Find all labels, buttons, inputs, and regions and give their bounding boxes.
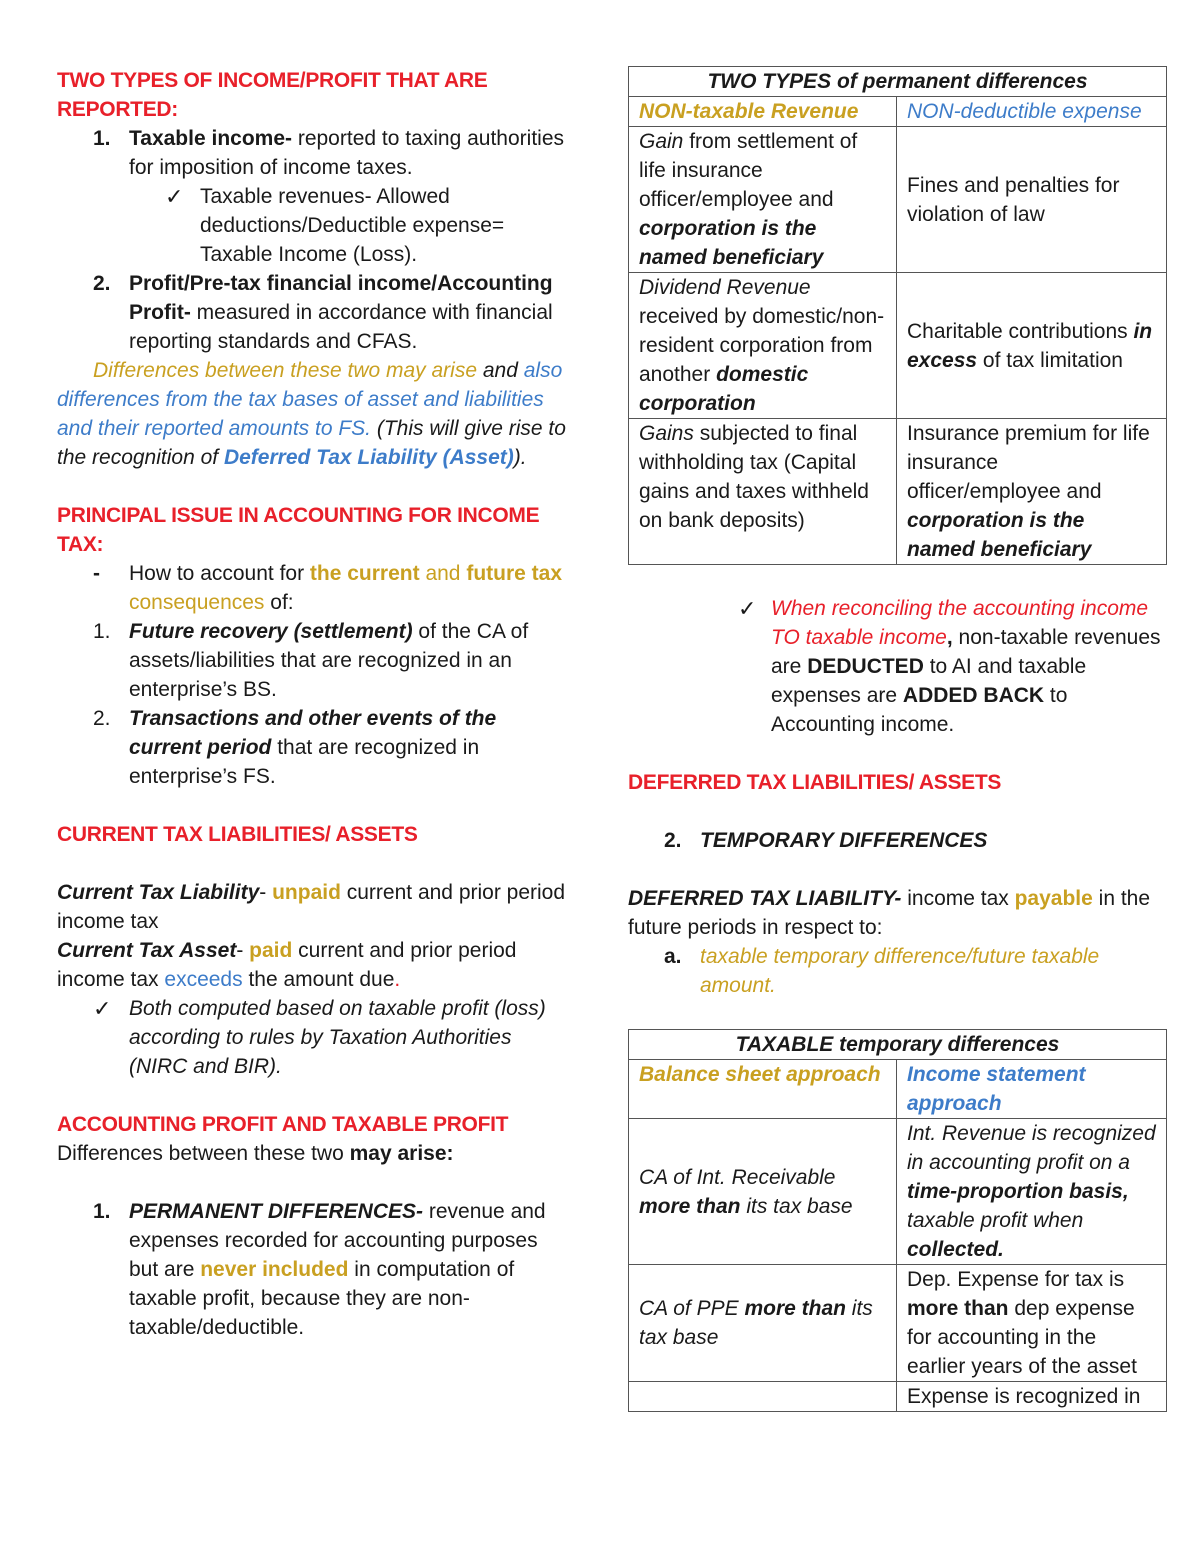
term-current-tax-liability: Current Tax Liability (57, 881, 260, 904)
text: from settlement of life insurance officer/employee and (639, 130, 858, 211)
text: CA of Int. Receivable (639, 1165, 836, 1189)
table-cell (629, 1119, 897, 1265)
text: DEDUCTED (807, 655, 924, 678)
text: Dividend Revenue (639, 276, 811, 299)
text: may arise: (349, 1142, 454, 1165)
checkmark-icon: ✓ (165, 184, 184, 209)
highlight-text: never included (200, 1258, 349, 1281)
text: of the CA of assets/liabilities that are recognized in an enterprise’s BS. (129, 620, 529, 701)
text: more than (639, 1194, 741, 1218)
deferred-tax-liability-def (628, 884, 1168, 942)
column-header-non-taxable: NON-taxable Revenue (629, 97, 897, 127)
text: of: (264, 591, 294, 614)
text: to Accounting income. (771, 684, 1068, 736)
text: Charitable contributions (907, 319, 1134, 343)
heading-line: TWO TYPES OF INCOME/PROFIT THAT ARE (57, 69, 488, 92)
highlight-text: paid (249, 939, 293, 962)
dash-bullet: - (93, 562, 100, 585)
text: subjected to final withholding tax (Capital gains and taxes withheld on bank deposits) (639, 422, 869, 532)
text: the amount due (242, 968, 395, 991)
text: its tax base (740, 1194, 853, 1218)
list-letter: a. (664, 945, 682, 968)
highlight-text: the current (309, 562, 420, 585)
right-column (628, 66, 1168, 1412)
text: more than (744, 1297, 846, 1320)
permanent-differences-table (628, 66, 1167, 565)
list-item-future-recovery (57, 617, 567, 704)
heading-line: REPORTED: (57, 98, 178, 121)
table-row (629, 1119, 1167, 1265)
text: collected. (907, 1238, 1004, 1261)
text: corporation is the named beneficiary (639, 217, 824, 269)
differences-paragraph (57, 356, 567, 472)
text: Gain (639, 130, 684, 153)
list-item-permanent-differences (57, 1197, 567, 1342)
text: current and prior period income tax (57, 881, 566, 933)
text: , (946, 626, 953, 649)
term-permanent-differences: PERMANENT DIFFERENCES- (129, 1200, 424, 1223)
left-column (57, 66, 567, 1342)
text: Int. Revenue is recognized in accounting profit on a (907, 1122, 1156, 1174)
highlight-text: and (419, 562, 467, 585)
table-cell (629, 419, 897, 565)
list-number: 1. (93, 620, 111, 643)
column-header-balance-sheet: Balance sheet approach (629, 1060, 897, 1119)
checkmark-icon: ✓ (93, 996, 112, 1021)
column-header-income-statement: Income statement approach (897, 1060, 1167, 1119)
list-number: 2. (93, 272, 111, 295)
check-item-both-computed (57, 994, 567, 1081)
text: ). (513, 446, 527, 469)
term-transactions: Transactions and other events of the current period (129, 707, 497, 759)
definition-text: reported to taxing authorities for imposition of income taxes. (129, 127, 564, 179)
text: income tax (901, 887, 1015, 910)
highlight-text: consequences (129, 591, 265, 614)
table-row (629, 419, 1167, 565)
table-row (629, 1265, 1167, 1382)
term-accounting-profit: Profit/Pre-tax financial income/Accounting Profit- (129, 272, 553, 324)
list-item-taxable-income (57, 124, 567, 182)
term-deferred-tax-liability: DEFERRED TAX LIABILITY- (628, 887, 902, 910)
heading-two-types-income (57, 66, 567, 124)
table-cell (897, 273, 1167, 419)
table-cell (629, 1382, 897, 1412)
text: more than (907, 1297, 1009, 1320)
table-row (629, 273, 1167, 419)
text: in computation of taxable profit, because they are non-taxable/deductible. (129, 1258, 515, 1339)
heading-accounting-taxable-profit: ACCOUNTING PROFIT AND TAXABLE PROFIT (57, 1113, 509, 1136)
list-number: 2. (664, 829, 682, 852)
list-item-a (628, 942, 1168, 1000)
highlight-text: future tax (466, 562, 563, 585)
definition-text: measured in accordance with financial reporting standards and CFAS. (129, 301, 553, 353)
highlight-text: taxable temporary difference/future taxable amount. (700, 945, 1100, 997)
highlight-text: Differences between these two may arise (93, 359, 478, 382)
check-item-taxable-formula (57, 182, 567, 269)
table-cell: Fines and penalties for violation of law (897, 127, 1167, 273)
table-cell (897, 419, 1167, 565)
text: that are recognized in enterprise’s FS. (129, 736, 480, 788)
table-cell (629, 127, 897, 273)
table-row (629, 1382, 1167, 1412)
current-tax-liability-def (57, 878, 567, 936)
text: taxable profit when (907, 1209, 1084, 1232)
text: corporation is the named beneficiary (907, 509, 1092, 561)
text: How to account for (129, 562, 310, 585)
table-title: TWO TYPES of permanent differences (629, 67, 1167, 97)
list-number: 1. (93, 127, 111, 150)
taxable-temporary-differences-table (628, 1029, 1167, 1412)
term-current-tax-asset: Current Tax Asset (57, 939, 237, 962)
heading-line: TAX: (57, 533, 104, 556)
text: Gains (639, 422, 694, 445)
highlight-text: also differences from the tax bases of asset and liabilities and their reported amounts to FS. (57, 359, 563, 440)
term-deferred-tax: Deferred Tax Liability (Asset) (223, 446, 514, 469)
list-item-temporary-differences (628, 826, 1168, 855)
text: - (259, 881, 273, 904)
text: dep expense for accounting in the earlier years of the asset (907, 1297, 1137, 1378)
text: time-proportion basis, (907, 1180, 1129, 1203)
differences-line (57, 1139, 567, 1168)
heading-deferred-tax: DEFERRED TAX LIABILITIES/ ASSETS (628, 771, 1002, 794)
text: CA of PPE (639, 1297, 745, 1320)
highlight-text: unpaid (272, 881, 341, 904)
text: in excess (907, 319, 1153, 372)
table-title: TAXABLE temporary differences (629, 1030, 1167, 1060)
heading-current-tax: CURRENT TAX LIABILITIES/ ASSETS (57, 823, 418, 846)
term-future-recovery: Future recovery (settlement) (129, 620, 413, 643)
text: received by domestic/non-resident corporation from another (639, 305, 885, 386)
text: to AI and taxable expenses are (771, 655, 1087, 707)
current-tax-asset-def (57, 936, 567, 994)
table-cell: Expense is recognized in (897, 1382, 1167, 1412)
text: current and prior period income tax (57, 939, 517, 991)
table-cell (897, 1265, 1167, 1382)
dash-item-how-to-account (57, 559, 567, 617)
heading-line: PRINCIPAL ISSUE IN ACCOUNTING FOR INCOME (57, 504, 540, 527)
list-item-transactions (57, 704, 567, 791)
list-item-accounting-profit (57, 269, 567, 356)
text: - (236, 939, 250, 962)
text: . (394, 968, 401, 991)
table-cell (629, 273, 897, 419)
table-row (629, 127, 1167, 273)
term-taxable-income: Taxable income- (129, 127, 292, 150)
checkmark-icon: ✓ (738, 596, 757, 621)
highlight-text: When reconciling the accounting income TO taxable income (771, 597, 1149, 649)
text: Dep. Expense for tax is (907, 1268, 1125, 1291)
note-text: Both computed based on taxable profit (loss) according to rules by Taxation Authorities (NIRC and BIR). (129, 997, 546, 1078)
term-temporary-differences: TEMPORARY DIFFERENCES (700, 829, 988, 852)
text: and (477, 359, 518, 382)
text: (This will give rise to the recognition of (57, 417, 566, 469)
text: Insurance premium for life insurance officer/employee and (907, 422, 1150, 503)
table-cell (629, 1265, 897, 1382)
list-number: 2. (93, 707, 111, 730)
table-cell (897, 1119, 1167, 1265)
text: of tax limitation (977, 348, 1123, 372)
text: ADDED BACK (902, 684, 1045, 707)
highlight-text: payable (1014, 887, 1093, 910)
text: non-taxable revenues are (771, 626, 1161, 678)
highlight-text: exceeds (164, 968, 243, 991)
text: revenue and expenses recorded for accounting purposes but are (129, 1200, 546, 1281)
check-item-reconciling (628, 594, 1168, 739)
heading-principal-issue (57, 501, 567, 559)
list-number: 1. (93, 1200, 111, 1223)
text: domestic corporation (639, 363, 809, 415)
formula-text: Taxable revenues- Allowed deductions/Deductible expense= Taxable Income (Loss). (200, 185, 505, 266)
column-header-non-deductible: NON-deductible expense (897, 97, 1167, 127)
text: Differences between these two (57, 1142, 350, 1165)
text: in the future periods in respect to: (628, 887, 1151, 939)
text: its tax base (639, 1297, 873, 1349)
